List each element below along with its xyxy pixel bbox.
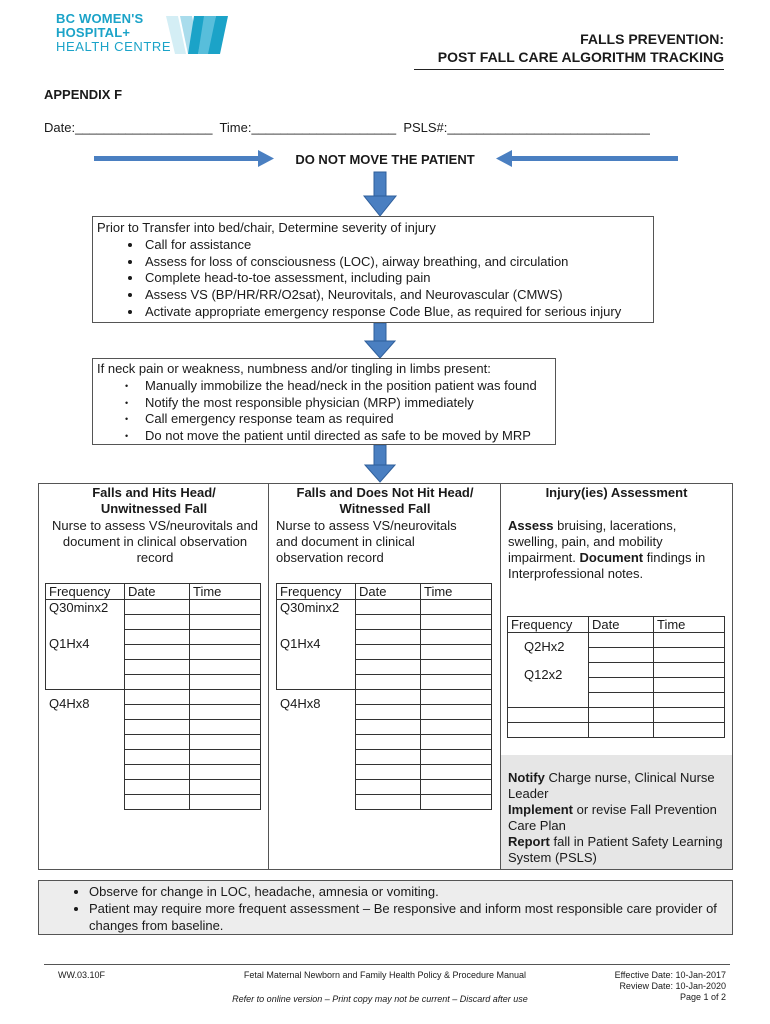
col3-cell[interactable] — [654, 648, 725, 663]
col1-header-frequency: Frequency — [46, 584, 125, 600]
col1-cell[interactable] — [125, 765, 190, 780]
down-arrow-icon — [364, 322, 396, 360]
col2-cell[interactable] — [356, 705, 421, 720]
col3-cell[interactable] — [589, 648, 654, 663]
column-divider — [268, 483, 269, 870]
list-item: • Call for assistance — [143, 237, 649, 254]
col2-table — [276, 583, 492, 810]
col1-cell[interactable] — [190, 675, 261, 690]
col3-cell[interactable] — [654, 708, 725, 723]
down-arrow-icon — [362, 170, 398, 218]
footer-disclaimer: Refer to online version – Print copy may not be current – Discard after use — [232, 994, 528, 1004]
col1-freq-q1h: Q1Hx4 — [46, 630, 125, 690]
title-line2: POST FALL CARE ALGORITHM TRACKING — [437, 49, 724, 65]
report-bold: Report — [508, 834, 550, 849]
col2-cell[interactable] — [421, 630, 492, 645]
col2-cell[interactable] — [356, 615, 421, 630]
col1-cell[interactable] — [190, 705, 261, 720]
neck-pain-list — [97, 378, 551, 445]
col2-header-time: Time — [421, 584, 492, 600]
col2-cell[interactable] — [356, 795, 421, 810]
report-line — [508, 834, 726, 866]
col1-cell[interactable] — [190, 630, 261, 645]
col3-header-date: Date — [589, 617, 654, 633]
col3-cell[interactable] — [654, 723, 725, 738]
col2-cell[interactable] — [421, 765, 492, 780]
severity-list — [97, 237, 649, 321]
col2-text: Nurse to assess VS/neurovitals and document in clinical observation record — [276, 518, 457, 565]
neck-pain-intro: If neck pain or weakness, numbness and/or tingling in limbs present: — [97, 361, 491, 376]
col3-cell[interactable] — [654, 693, 725, 708]
col2-cell[interactable] — [421, 615, 492, 630]
col1-cell[interactable] — [125, 750, 190, 765]
assess-detail: bruising, lacerations, swelling, pain, and mobility impairment. — [508, 518, 677, 565]
col3-cell[interactable] — [589, 723, 654, 738]
footer-code: WW.03.10F — [58, 970, 106, 980]
col2-freq-q4h: Q4Hx8 — [277, 690, 356, 810]
col1-heading — [40, 485, 268, 517]
col1-header-date: Date — [125, 584, 190, 600]
col1-cell[interactable] — [190, 750, 261, 765]
col1-cell[interactable] — [190, 690, 261, 705]
col1-cell[interactable] — [190, 615, 261, 630]
col3-header-time: Time — [654, 617, 725, 633]
col1-cell[interactable] — [190, 795, 261, 810]
logo-line2: HOSPITAL+ — [56, 25, 131, 40]
col3-cell[interactable] — [654, 678, 725, 693]
col2-freq-q30: Q30minx2 — [277, 600, 356, 630]
implement-bold: Implement — [508, 802, 574, 817]
col2-header-date: Date — [356, 584, 421, 600]
col2-cell[interactable] — [356, 735, 421, 750]
document-bold: Document — [579, 550, 644, 565]
list-item: • Assess VS (BP/HR/RR/O2sat), Neurovitals, and Neurovascular (CMWS) — [143, 287, 649, 304]
list-item: • Assess for loss of consciousness (LOC), airway breathing, and circulation — [143, 254, 649, 271]
col2-cell[interactable] — [421, 750, 492, 765]
list-item: • Manually immobilize the head/neck in the position patient was found — [143, 378, 551, 395]
severity-box — [92, 216, 654, 323]
col1-table — [45, 583, 261, 810]
col1-cell[interactable] — [125, 600, 190, 615]
effective-date: Effective Date: 10-Jan-2017 — [614, 970, 726, 980]
col2-cell[interactable] — [356, 720, 421, 735]
footer-dates — [615, 970, 726, 1003]
col3-freq-q12: Q12x2 — [508, 663, 589, 693]
col1-cell[interactable] — [190, 660, 261, 675]
list-item: • Do not move the patient until directed as safe to be moved by MRP — [143, 428, 551, 445]
col2-cell[interactable] — [421, 720, 492, 735]
col1-cell[interactable] — [125, 630, 190, 645]
col2-heading — [270, 485, 500, 517]
col2-cell[interactable] — [421, 660, 492, 675]
col1-freq-q4h: Q4Hx8 — [46, 690, 125, 810]
list-item: • Complete head-to-toe assessment, including pain — [143, 270, 649, 287]
implement-detail: or revise Fall Prevention Care Plan — [508, 802, 717, 833]
col1-cell[interactable] — [125, 720, 190, 735]
col3-cell[interactable] — [508, 708, 589, 723]
list-item: • Activate appropriate emergency response Code Blue, as required for serious injury — [143, 304, 649, 321]
logo-line3: HEALTH CENTRE — [56, 39, 172, 54]
col2-cell[interactable] — [421, 645, 492, 660]
col3-header-frequency: Frequency — [508, 617, 589, 633]
col3-actions — [508, 770, 726, 866]
col3-cell[interactable] — [589, 693, 654, 708]
list-item: • Observe for change in LOC, headache, amnesia or vomiting. — [89, 883, 732, 900]
col2-cell[interactable] — [421, 735, 492, 750]
col3-cell[interactable] — [508, 693, 589, 708]
date-field[interactable]: Date:___________________ — [44, 120, 213, 135]
document-detail: findings in Interprofessional notes. — [508, 550, 706, 581]
col3-cell[interactable] — [589, 663, 654, 678]
page-number: Page 1 of 2 — [679, 992, 726, 1002]
col1-cell[interactable] — [125, 660, 190, 675]
list-item: • Notify the most responsible physician (MRP) immediately — [143, 395, 551, 412]
title-line1: FALLS PREVENTION: — [580, 31, 724, 47]
col3-cell[interactable] — [589, 678, 654, 693]
col2-cell[interactable] — [356, 690, 421, 705]
col2-cell[interactable] — [356, 645, 421, 660]
form-fields — [44, 120, 650, 135]
appendix-label: APPENDIX F — [44, 87, 123, 102]
col1-cell[interactable] — [190, 780, 261, 795]
col2-cell[interactable] — [356, 765, 421, 780]
observation-box — [38, 880, 733, 935]
col2-cell[interactable] — [421, 690, 492, 705]
col1-cell[interactable] — [190, 735, 261, 750]
col1-cell[interactable] — [190, 720, 261, 735]
col3-cell[interactable] — [589, 708, 654, 723]
col2-heading-line1: Falls and Does Not Hit Head/ — [296, 485, 474, 500]
report-detail: fall in Patient Safety Learning System (PSLS) — [508, 834, 723, 865]
col1-cell[interactable] — [125, 675, 190, 690]
col1-cell[interactable] — [125, 690, 190, 705]
col2-freq-q1h: Q1Hx4 — [277, 630, 356, 690]
col2-cell[interactable] — [356, 600, 421, 615]
col2-cell[interactable] — [356, 750, 421, 765]
assess-bold: Assess — [508, 518, 554, 533]
col1-heading-line2: Unwitnessed Fall — [100, 501, 208, 516]
col3-cell[interactable] — [589, 633, 654, 648]
col1-header-time: Time — [190, 584, 261, 600]
severity-intro: Prior to Transfer into bed/chair, Determine severity of injury — [97, 220, 436, 235]
logo-w-icon — [166, 14, 230, 56]
col2-cell[interactable] — [421, 600, 492, 615]
title-rule — [414, 69, 724, 70]
notify-detail: Charge nurse, Clinical Nurse Leader — [508, 770, 715, 801]
col3-assess-text — [508, 518, 726, 582]
col3-table — [507, 616, 725, 738]
col1-freq-q30: Q30minx2 — [46, 600, 125, 630]
notify-line — [508, 770, 726, 802]
col2-cell[interactable] — [421, 795, 492, 810]
col1-cell[interactable] — [125, 735, 190, 750]
psls-field[interactable]: PSLS#:____________________________ — [403, 120, 650, 135]
col1-heading-line1: Falls and Hits Head/ — [92, 485, 216, 500]
col1-cell[interactable] — [190, 600, 261, 615]
col1-cell[interactable] — [190, 765, 261, 780]
observation-list — [39, 883, 732, 934]
footer-rule — [44, 964, 730, 965]
col3-cell[interactable] — [654, 663, 725, 678]
down-arrow-icon — [364, 444, 396, 484]
col3-cell[interactable] — [654, 633, 725, 648]
list-item: • Call emergency response team as required — [143, 411, 551, 428]
col1-text: Nurse to assess VS/neurovitals and document in clinical observation record — [52, 518, 258, 565]
implement-line — [508, 802, 726, 834]
col2-heading-line2: Witnessed Fall — [339, 501, 431, 516]
col3-heading: Injury(ies) Assessment — [545, 485, 688, 500]
col1-cell[interactable] — [125, 705, 190, 720]
col1-cell[interactable] — [125, 615, 190, 630]
footer-manual: Fetal Maternal Newborn and Family Health Policy & Procedure Manual — [243, 970, 527, 980]
col1-cell[interactable] — [125, 795, 190, 810]
time-field[interactable]: Time:____________________ — [219, 120, 397, 135]
col3-freq-q2h: Q2Hx2 — [508, 633, 589, 663]
col2-cell[interactable] — [421, 780, 492, 795]
col2-cell[interactable] — [421, 675, 492, 690]
col2-cell[interactable] — [356, 675, 421, 690]
neck-pain-box — [92, 358, 556, 445]
col1-cell[interactable] — [125, 645, 190, 660]
review-date: Review Date: 10-Jan-2020 — [619, 981, 726, 991]
col1-cell[interactable] — [190, 645, 261, 660]
col3-cell[interactable] — [508, 723, 589, 738]
col2-cell[interactable] — [356, 630, 421, 645]
page-title — [438, 30, 724, 66]
col2-header-frequency: Frequency — [277, 584, 356, 600]
logo-text — [56, 12, 171, 54]
logo-line1: BC WOMEN'S — [56, 11, 144, 26]
col1-cell[interactable] — [125, 780, 190, 795]
do-not-move-heading: DO NOT MOVE THE PATIENT — [295, 152, 475, 167]
notify-bold: Notify — [508, 770, 545, 785]
col2-cell[interactable] — [356, 780, 421, 795]
col2-cell[interactable] — [356, 660, 421, 675]
col2-cell[interactable] — [421, 705, 492, 720]
list-item: • Patient may require more frequent assessment – Be responsive and inform most responsible care provider of changes from baseline. — [89, 900, 732, 934]
